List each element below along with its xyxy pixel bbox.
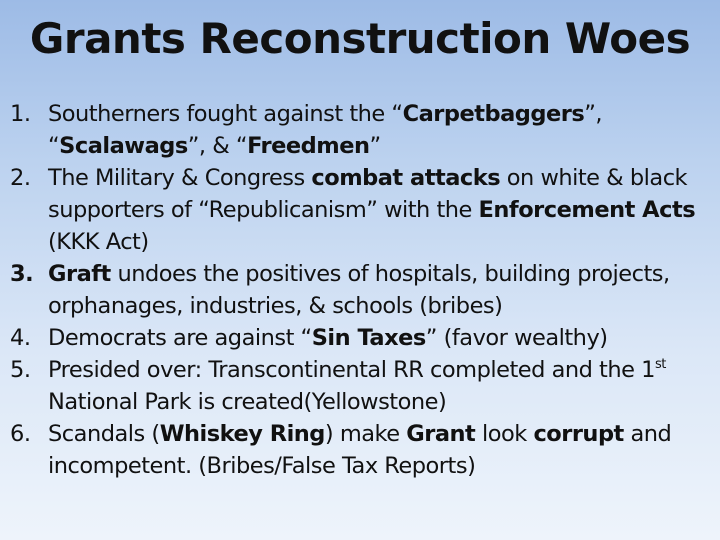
- list-item: [10, 322, 715, 354]
- item-text: ”, “: [48, 101, 603, 159]
- numbered-list: [10, 98, 715, 482]
- item-text: and incompetent. (Bribes/False Tax Reports): [48, 421, 672, 479]
- item-text: on white & black supporters of “Republicanism” with the: [48, 165, 688, 223]
- list-item: [10, 354, 715, 418]
- item-text: National Park is created(Yellowstone): [48, 389, 447, 415]
- item-text: ”: [369, 133, 381, 159]
- list-number: 2.: [10, 165, 31, 191]
- item-text: Scandals (: [48, 421, 160, 447]
- item-emphasis: Carpetbaggers: [402, 101, 585, 127]
- item-emphasis: Enforcement Acts: [478, 197, 696, 223]
- list-number: 5.: [10, 357, 31, 383]
- item-emphasis: Scalawags: [59, 133, 188, 159]
- list-number: 6.: [10, 421, 31, 447]
- item-emphasis: Sin Taxes: [311, 325, 426, 351]
- list-number: 1.: [10, 101, 31, 127]
- item-text: look: [475, 421, 534, 447]
- item-text: Presided over: Transcontinental RR completed and the 1: [48, 357, 655, 383]
- item-emphasis: combat attacks: [311, 165, 501, 191]
- ordinal-superscript: st: [654, 357, 666, 372]
- item-text: ” (favor wealthy): [425, 325, 608, 351]
- list-number: 3.: [10, 261, 34, 287]
- item-text: The Military & Congress: [48, 165, 312, 191]
- list-number: 4.: [10, 325, 31, 351]
- item-text: undoes the positives of hospitals, building projects, orphanages, industries, & schools (bribes): [48, 261, 670, 319]
- item-emphasis: Graft: [48, 261, 111, 287]
- list-item: [10, 418, 715, 482]
- item-emphasis: Freedmen: [247, 133, 370, 159]
- item-emphasis: Grant: [406, 421, 476, 447]
- item-emphasis: Whiskey Ring: [159, 421, 325, 447]
- item-text: Democrats are against “: [48, 325, 312, 351]
- item-text: Southerners fought against the “: [48, 101, 403, 127]
- item-emphasis: corrupt: [533, 421, 624, 447]
- item-text: (KKK Act): [48, 229, 149, 255]
- item-text: ”, & “: [187, 133, 248, 159]
- list-item: [10, 162, 715, 258]
- list-item: [10, 98, 715, 162]
- list-item: [10, 258, 715, 322]
- item-text: ) make: [324, 421, 407, 447]
- slide-title: Grants Reconstruction Woes: [29, 14, 691, 63]
